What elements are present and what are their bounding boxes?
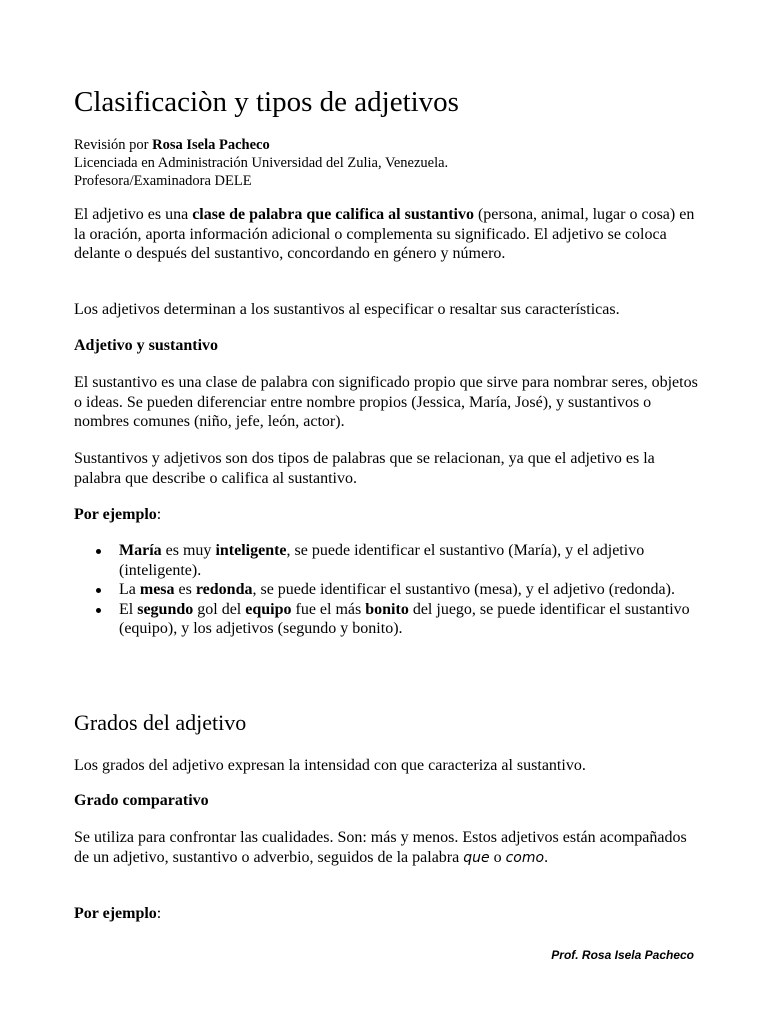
- section-heading-grados: Grados del adjetivo: [74, 710, 247, 735]
- sustantivo-paragraph: El sustantivo es una clase de palabra con significado propio que sirve para nombrar seres, objetos o ideas. Se pueden diferenciar entre nombre propios (Jessica, María, José), y sustantivos o nombres comunes (niño, jefe, león, actor).: [74, 374, 698, 430]
- author-role: Profesora/Examinadora DELE: [74, 173, 252, 189]
- author-info: [74, 136, 448, 190]
- example-label: Por ejemplo:: [74, 506, 162, 523]
- page-footer: Prof. Rosa Isela Pacheco: [551, 948, 694, 962]
- page-title: Clasificaciòn y tipos de adjetivos: [74, 86, 459, 118]
- bullet-icon: [96, 549, 101, 554]
- bullet-icon: [96, 608, 101, 613]
- bullet-icon: [96, 588, 101, 593]
- example-label-2: Por ejemplo:: [74, 905, 162, 922]
- review-line: [74, 136, 448, 154]
- author-credentials: Licenciada en Administración Universidad del Zulia, Venezuela.: [74, 155, 449, 171]
- author-name: Rosa Isela Pacheco: [152, 137, 270, 153]
- review-prefix: Revisión por: [74, 137, 153, 153]
- list-item: María es muy inteligente, se puede identificar el sustantivo (María), y el adjetivo (inteligente).: [74, 541, 704, 580]
- relation-paragraph: Sustantivos y adjetivos son dos tipos de palabras que se relacionan, ya que el adjetivo es la palabra que describe o califica al sustantivo.: [74, 450, 655, 487]
- list-item: El segundo gol del equipo fue el más bonito del juego, se puede identificar el sustantivo (equipo), y los adjetivos (segundo y bonito).: [74, 600, 704, 639]
- list-item: La mesa es redonda, se puede identificar el sustantivo (mesa), y el adjetivo (redonda).: [74, 580, 704, 600]
- sub-heading-comparativo: Grado comparativo: [74, 792, 209, 809]
- section-heading-adjetivo-sustantivo: Adjetivo y sustantivo: [74, 337, 219, 354]
- grados-paragraph: Los grados del adjetivo expresan la intensidad con que caracteriza al sustantivo.: [74, 757, 586, 774]
- comparativo-paragraph: Se utiliza para confrontar las cualidades. Son: más y menos. Estos adjetivos están acompañados de un adjetivo, sustantivo o adverbio, seguidos de la palabra que o como.: [74, 829, 687, 866]
- example-list: [74, 541, 704, 639]
- intro-paragraph: El adjetivo es una clase de palabra que califica al sustantivo (persona, animal, lugar o cosa) en la oración, aporta información adicional o complementa su significado. El adjetivo se coloca delante o después del sustantivo, concordando en género y número.: [74, 206, 695, 262]
- intro-paragraph-2: Los adjetivos determinan a los sustantivos al especificar o resaltar sus características.: [74, 301, 620, 318]
